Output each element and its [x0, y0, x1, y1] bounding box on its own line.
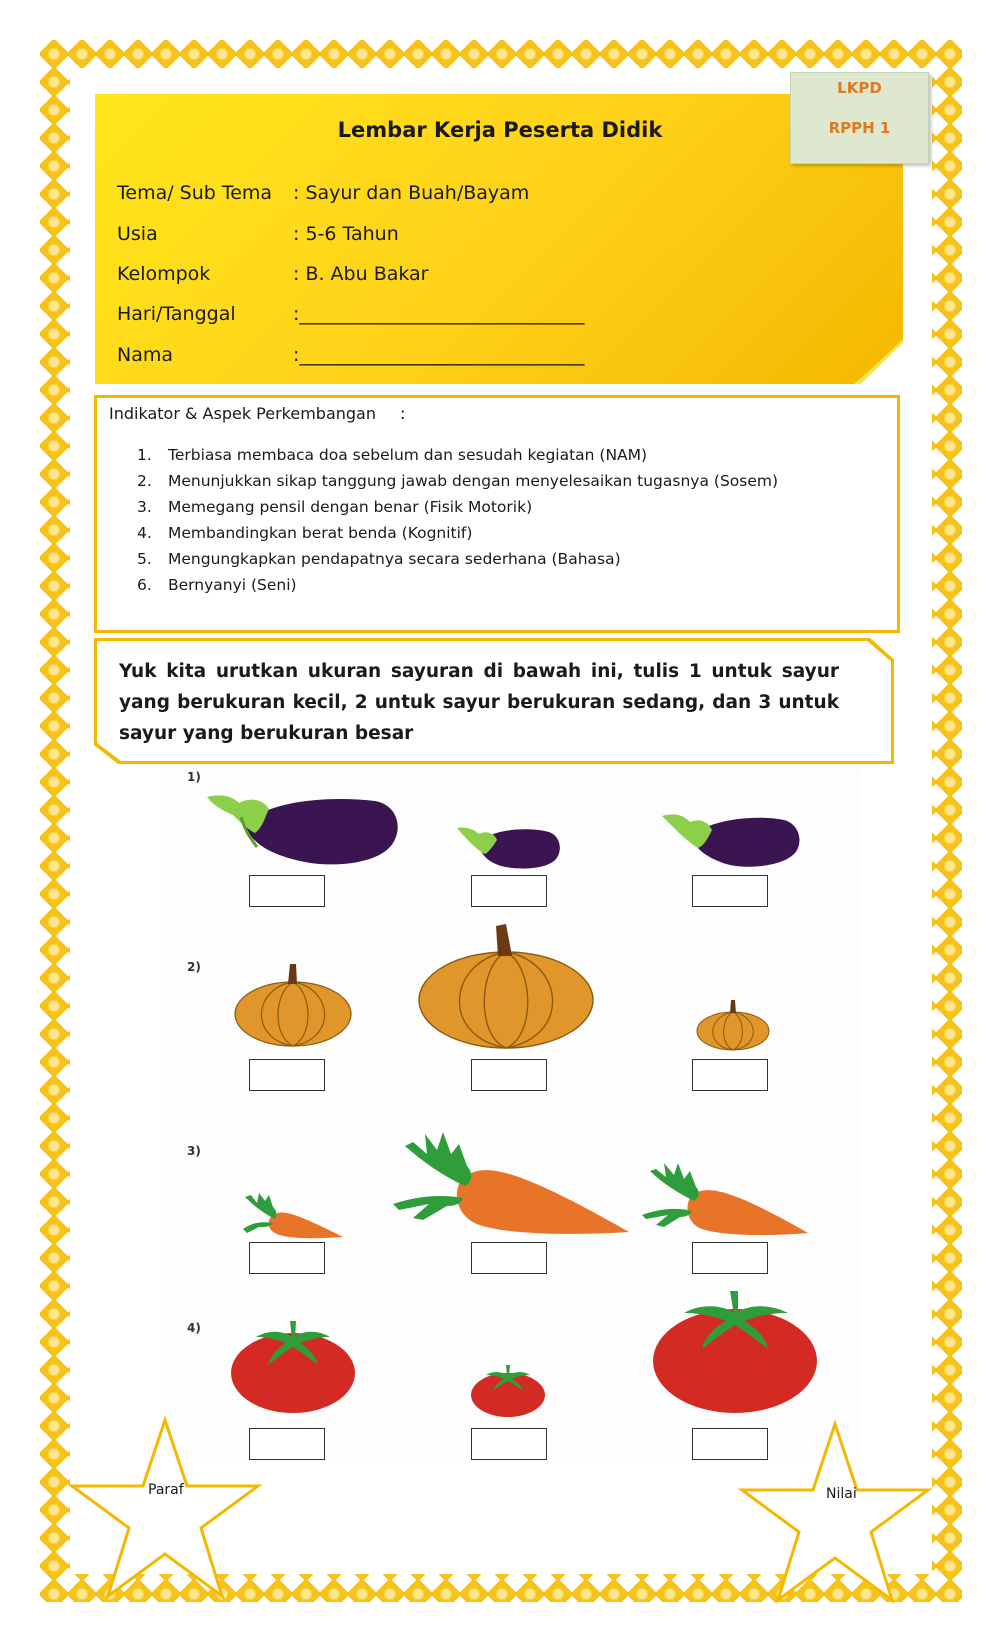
carrot-medium-icon	[642, 1163, 808, 1237]
pumpkin-small-icon	[696, 1000, 770, 1050]
eggplant-small-icon	[457, 822, 561, 870]
list-item-number: 5.	[137, 550, 152, 568]
answer-box-3-2[interactable]	[471, 1242, 547, 1274]
tag-lkpd: LKPD	[837, 79, 882, 97]
list-item-number: 2.	[137, 472, 152, 490]
info-field-hari[interactable]: :______________________________	[293, 303, 585, 325]
carrot-large-icon	[393, 1132, 629, 1236]
answer-box-2-1[interactable]	[249, 1059, 325, 1091]
lkpd-tag	[790, 72, 929, 164]
info-value-usia: : 5-6 Tahun	[293, 223, 399, 245]
pumpkin-large-icon	[418, 922, 594, 1050]
star-nilai-icon	[740, 1424, 930, 1602]
list-item-number: 6.	[137, 576, 152, 594]
answer-box-1-2[interactable]	[471, 875, 547, 907]
answer-box-2-3[interactable]	[692, 1059, 768, 1091]
answer-box-3-1[interactable]	[249, 1242, 325, 1274]
info-label-usia: Usia	[117, 223, 158, 245]
info-value-kelompok: : B. Abu Bakar	[293, 263, 429, 285]
answer-box-3-3[interactable]	[692, 1242, 768, 1274]
info-label-tema: Tema/ Sub Tema	[117, 182, 273, 204]
eggplant-medium-icon	[662, 808, 802, 870]
eggplant-large-icon	[205, 787, 401, 869]
row-label-3: 3)	[187, 1144, 201, 1158]
page-title: Lembar Kerja Peserta Didik	[337, 118, 663, 142]
list-item-text: Membandingkan berat benda (Kognitif)	[168, 524, 473, 542]
instruction-text: Yuk kita urutkan ukuran sayuran di bawah ini, tulis 1 untuk sayur yang berukuran kecil, 2 untuk sayur berukuran sedang, dan 3 untuk sayur yang berukuran besar	[119, 661, 839, 744]
tomato-medium-icon	[230, 1319, 356, 1413]
nilai-label: Nilai	[826, 1486, 857, 1502]
list-item-text: Terbiasa membaca doa sebelum dan sesudah kegiatan (NAM)	[168, 446, 648, 464]
indicator-colon: :	[400, 404, 406, 423]
list-item-text: Mengungkapkan pendapatnya secara sederhana (Bahasa)	[168, 550, 621, 568]
answer-box-1-1[interactable]	[249, 875, 325, 907]
row-label-2: 2)	[187, 960, 201, 974]
row-label-1: 1)	[187, 770, 201, 784]
answer-box-4-1[interactable]	[249, 1428, 325, 1460]
paraf-label: Paraf	[148, 1482, 184, 1498]
list-item-text: Bernyanyi (Seni)	[168, 576, 297, 594]
answer-box-2-2[interactable]	[471, 1059, 547, 1091]
answer-box-4-2[interactable]	[471, 1428, 547, 1460]
info-label-kelompok: Kelompok	[117, 263, 211, 285]
list-item-number: 1.	[137, 446, 152, 464]
tomato-small-icon	[470, 1363, 546, 1417]
list-item-number: 3.	[137, 498, 152, 516]
info-value-tema: : Sayur dan Buah/Bayam	[293, 182, 530, 204]
list-item-number: 4.	[137, 524, 152, 542]
indicator-heading: Indikator & Aspek Perkembangan	[109, 404, 376, 423]
list-item-text: Memegang pensil dengan benar (Fisik Motorik)	[168, 498, 533, 516]
pumpkin-medium-icon	[234, 962, 352, 1046]
tomato-large-icon	[652, 1289, 818, 1413]
info-label-nama: Nama	[117, 344, 174, 366]
info-label-hari: Hari/Tanggal	[117, 303, 236, 325]
row-label-4: 4)	[187, 1321, 201, 1335]
star-paraf-icon	[70, 1420, 260, 1598]
answer-box-1-3[interactable]	[692, 875, 768, 907]
tag-rpph: RPPH 1	[828, 119, 891, 137]
carrot-small-icon	[243, 1193, 345, 1241]
info-field-nama[interactable]: :______________________________	[293, 344, 585, 366]
list-item-text: Menunjukkan sikap tanggung jawab dengan menyelesaikan tugasnya (Sosem)	[168, 472, 779, 490]
